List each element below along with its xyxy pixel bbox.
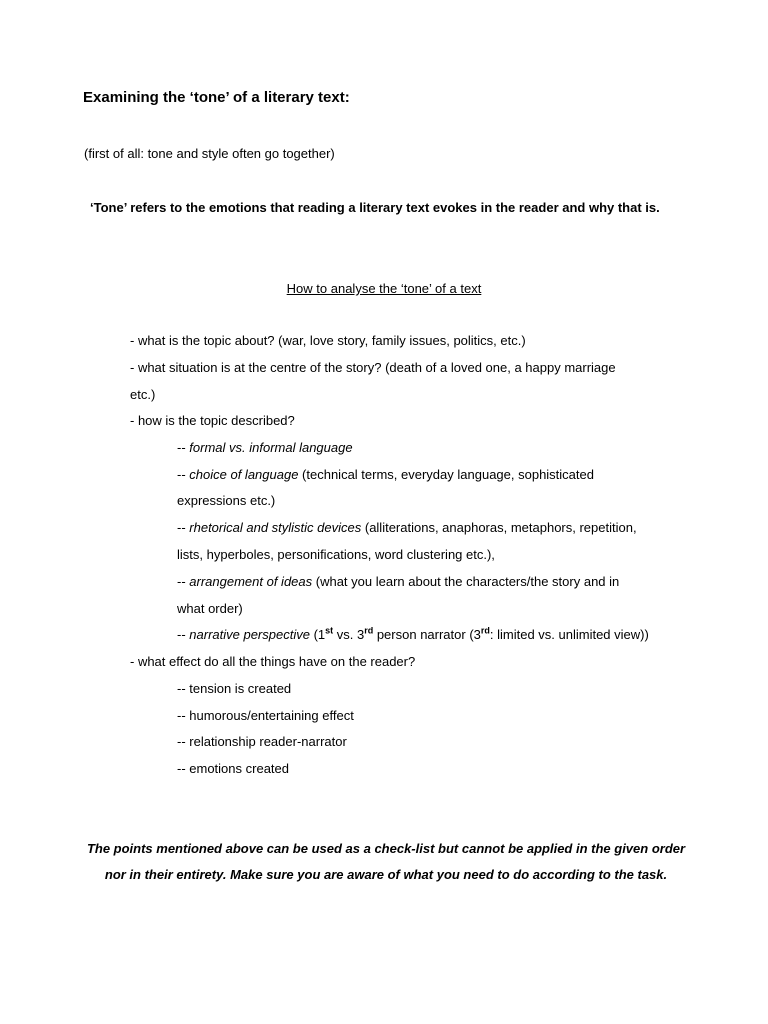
item-detail: person narrator (3 bbox=[373, 627, 481, 642]
item-rhetorical-devices-continued: lists, hyperboles, personifications, word clustering etc.), bbox=[177, 547, 495, 562]
item-rhetorical-devices bbox=[177, 520, 637, 536]
superscript-rd: rd bbox=[364, 625, 374, 636]
item-prefix: -- bbox=[177, 440, 190, 455]
item-term: choice of language bbox=[189, 467, 299, 482]
closing-note-continued: nor in their entirety. Make sure you are aware of what you need to do according to the task. bbox=[104, 867, 668, 882]
item-arrangement-of-ideas-continued: what order) bbox=[177, 601, 243, 616]
item-detail: (technical terms, everyday language, sophisticated bbox=[298, 467, 594, 482]
item-term: formal vs. informal language bbox=[189, 440, 353, 455]
item-arrangement-of-ideas bbox=[177, 574, 619, 590]
question-situation: - what situation is at the centre of the story? (death of a loved one, a happy marriage bbox=[130, 360, 616, 375]
item-term: rhetorical and stylistic devices bbox=[189, 520, 362, 535]
item-term: arrangement of ideas bbox=[189, 574, 313, 589]
item-detail: (1 bbox=[309, 627, 326, 642]
item-detail: (what you learn about the characters/the story and in bbox=[312, 574, 620, 589]
item-narrative-perspective bbox=[177, 627, 649, 643]
effect-item: -- humorous/entertaining effect bbox=[177, 708, 354, 723]
item-choice-of-language-continued: expressions etc.) bbox=[177, 493, 276, 508]
page-title: Examining the ‘tone’ of a literary text: bbox=[83, 89, 350, 106]
section-heading: How to analyse the ‘tone’ of a text bbox=[286, 281, 482, 296]
superscript-rd: rd bbox=[480, 625, 490, 636]
question-topic: - what is the topic about? (war, love story, family issues, politics, etc.) bbox=[130, 333, 526, 348]
item-detail: vs. 3 bbox=[333, 627, 365, 642]
question-situation-continued: etc.) bbox=[130, 387, 156, 402]
intro-note: (first of all: tone and style often go together) bbox=[84, 146, 335, 161]
effect-item: -- tension is created bbox=[177, 681, 292, 696]
question-described: - how is the topic described? bbox=[130, 413, 295, 428]
item-detail: : limited vs. unlimited view)) bbox=[489, 627, 649, 642]
closing-note: The points mentioned above can be used as a check-list but cannot be applied in the given order bbox=[86, 841, 686, 856]
item-choice-of-language bbox=[177, 467, 594, 483]
item-formal-language bbox=[177, 440, 353, 456]
effect-item: -- relationship reader-narrator bbox=[177, 734, 347, 749]
question-effect: - what effect do all the things have on the reader? bbox=[130, 654, 416, 669]
item-prefix: -- bbox=[177, 627, 190, 642]
item-prefix: -- bbox=[177, 520, 190, 535]
item-prefix: -- bbox=[177, 467, 190, 482]
item-prefix: -- bbox=[177, 574, 190, 589]
tone-definition: ‘Tone’ refers to the emotions that reading a literary text evokes in the reader and why that is. bbox=[90, 200, 660, 215]
item-term: narrative perspective bbox=[189, 627, 310, 642]
superscript-st: st bbox=[325, 625, 334, 636]
effect-item: -- emotions created bbox=[177, 761, 289, 776]
item-detail: (alliterations, anaphoras, metaphors, repetition, bbox=[361, 520, 637, 535]
